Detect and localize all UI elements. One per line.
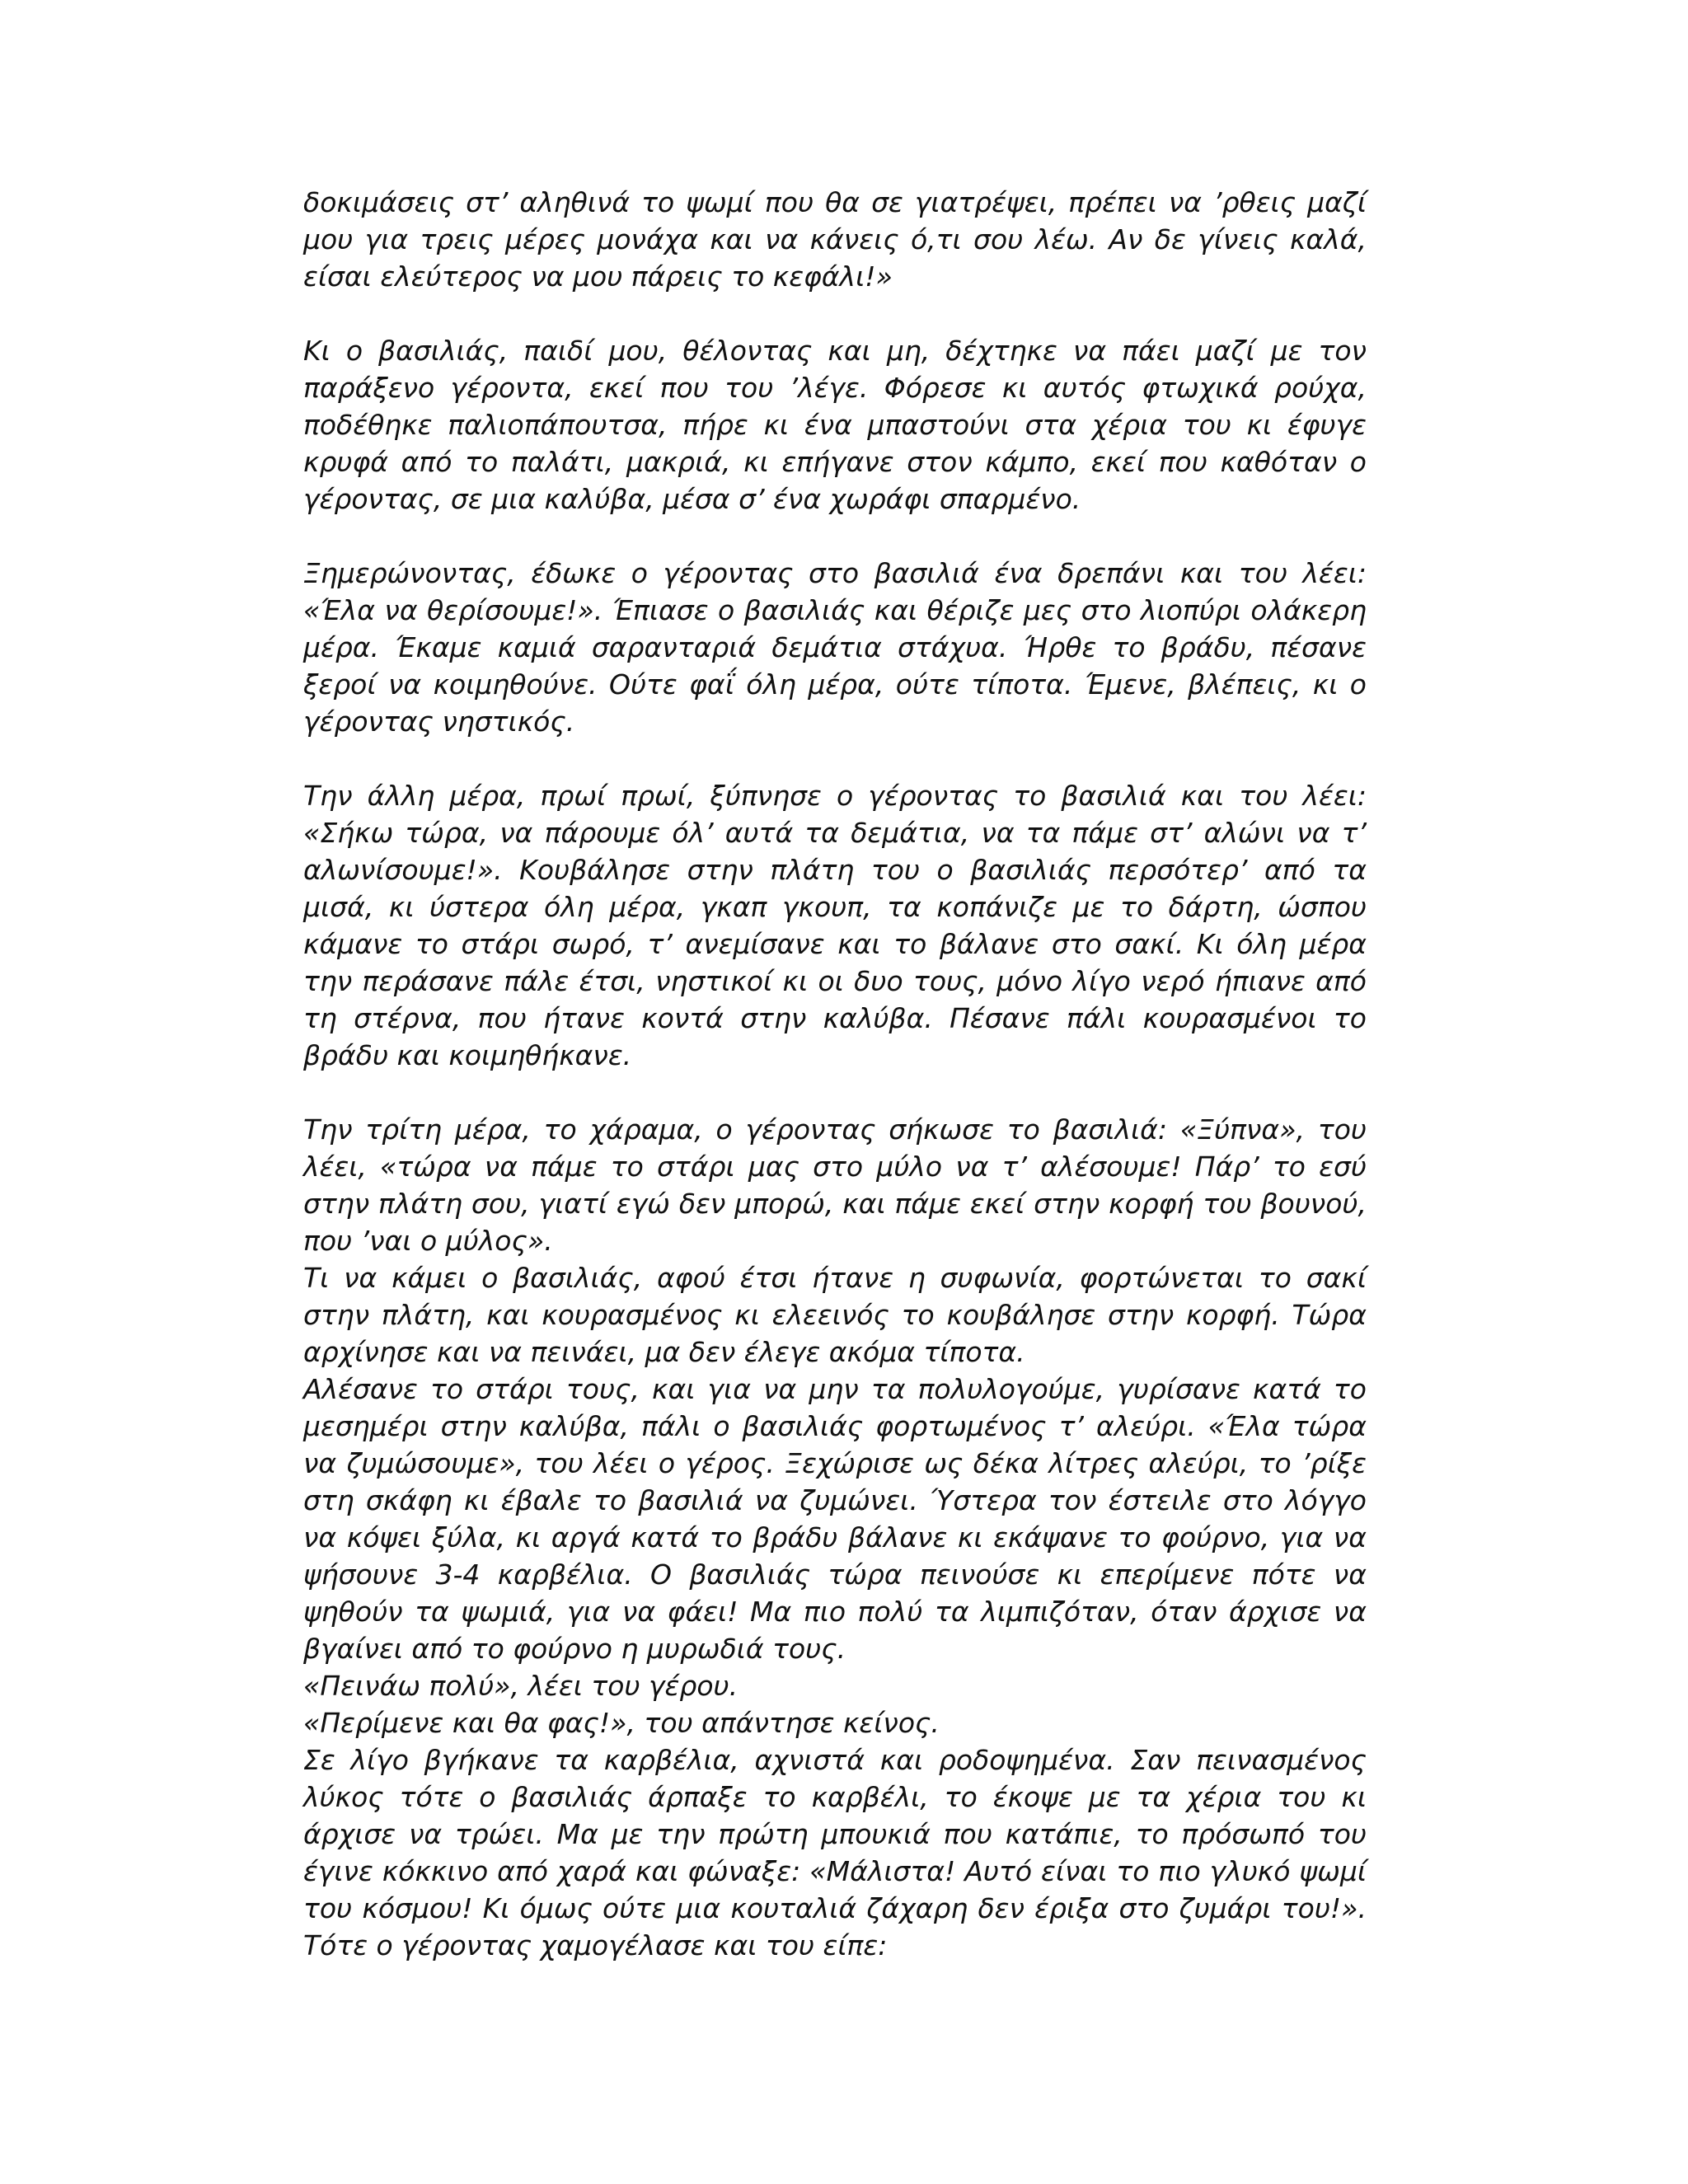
paragraph-2: Κι ο βασιλιάς, παιδί μου, θέλοντας και μη, δέχτηκε να πάει μαζί με τον παράξενο γέροντα, εκεί που του ’λέγε. Φόρεσε κι αυτός φτωχικά ρούχα, ποδέθηκε παλιοπάπουτσα, πήρε κι ένα μπαστούνι στα χέρια του κι έφυγε κρυφά από το παλάτι, μακριά, κι επήγανε στον κάμπο, εκεί που καθόταν ο γέροντας, σε μια καλύβα, μέσα σ’ ένα χωράφι σπαρμένο. [303, 335, 1367, 515]
paragraph-8: «Πεινάω πολύ», λέει του γέρου. [303, 1670, 738, 1702]
paragraph-6: Τι να κάμει ο βασιλιάς, αφού έτσι ήτανε η συφωνία, φορτώνεται το σακί στην πλάτη, και κουρασμένος κι ελεεινός το κουβάλησε στην κορφή. Τώρα αρχίνησε και να πεινάει, μα δεν έλεγε ακόμα τίποτα. [303, 1262, 1367, 1368]
paragraph-7: Αλέσανε το στάρι τους, και για να μην τα πολυλογούμε, γυρίσανε κατά το μεσημέρι στην καλύβα, πάλι ο βασιλιάς φορτωμένος τ’ αλεύρι. «Έλα τώρα να ζυμώσουμε», του λέει ο γέρος. Ξεχώρισε ως δέκα λίτρες αλεύρι, το ’ρίξε στη σκάφη κι έβαλε το βασιλιά να ζυμώνει. Ύστερα τον έστειλε στο λόγγο να κόψει ξύλα, κι αργά κατά το βράδυ βάλανε κι εκάψανε το φούρνο, για να ψήσουνε 3-4 καρβέλια. Ο βασιλιάς τώρα πεινούσε κι επερίμενε πότε να ψηθούν τα ψωμιά, για να φάει! Μα πιο πολύ τα λιμπιζόταν, όταν άρχισε να βγαίνει από το φούρνο η μυρωδιά τους. [303, 1373, 1367, 1665]
paragraph-10: Σε λίγο βγήκανε τα καρβέλια, αχνιστά και ροδοψημένα. Σαν πεινασμένος λύκος τότε ο βασιλιάς άρπαξε το καρβέλι, το έκοψε με τα χέρια του κι άρχισε να τρώει. Μα με την πρώτη μπουκιά που κατάπιε, το πρόσωπό του έγινε κόκκινο από χαρά και φώναξε: «Μάλιστα! Αυτό είναι το πιο γλυκό ψωμί του κόσμου! Κι όμως ούτε μια κουταλιά ζάχαρη δεν έριξα στο ζυμάρι του!». Τότε ο γέροντας χαμογέλασε και του είπε: [303, 1744, 1367, 1961]
document-page [303, 184, 1367, 1964]
paragraph-9: «Περίμενε και θα φας!», του απάντησε κείνος. [303, 1707, 940, 1739]
paragraph-3: Ξημερώνοντας, έδωκε ο γέροντας στο βασιλιά ένα δρεπάνι και του λέει: «Έλα να θερίσουμε!». Έπιασε ο βασιλιάς και θέριζε μες στο λιοπύρι ολάκερη μέρα. Έκαμε καμιά σαρανταριά δεμάτια στάχυα. Ήρθε το βράδυ, πέσανε ξεροί να κοιμηθούνε. Ούτε φαΐ όλη μέρα, ούτε τίποτα. Έμενε, βλέπεις, κι ο γέροντας νηστικός. [303, 557, 1367, 738]
paragraph-1: δοκιμάσεις στ’ αληθινά το ψωμί που θα σε γιατρέψει, πρέπει να ’ρθεις μαζί μου για τρεις μέρες μονάχα και να κάνεις ό,τι σου λέω. Αν δε γίνεις καλά, είσαι ελεύτερος να μου πάρεις το κεφάλι!» [303, 186, 1367, 293]
paragraph-4: Την άλλη μέρα, πρωί πρωί, ξύπνησε ο γέροντας το βασιλιά και του λέει: «Σήκω τώρα, να πάρουμε όλ’ αυτά τα δεμάτια, να τα πάμε στ’ αλώνι να τ’ αλωνίσουμε!». Κουβάλησε στην πλάτη του ο βασιλιάς περσότερ’ από τα μισά, κι ύστερα όλη μέρα, γκαπ γκουπ, τα κοπάνιζε με το δάρτη, ώσπου κάμανε το στάρι σωρό, τ’ ανεμίσανε και το βάλανε στο σακί. Κι όλη μέρα την περάσανε πάλε έτσι, νηστικοί κι οι δυο τους, μόνο λίγο νερό ήπιανε από τη στέρνα, που ήτανε κοντά στην καλύβα. Πέσανε πάλι κουρασμένοι το βράδυ και κοιμηθήκανε. [303, 780, 1367, 1071]
paragraph-5: Την τρίτη μέρα, το χάραμα, ο γέροντας σήκωσε το βασιλιά: «Ξύπνα», του λέει, «τώρα να πάμε το στάρι μας στο μύλο να τ’ αλέσουμε! Πάρ’ το εσύ στην πλάτη σου, γιατί εγώ δεν μπορώ, και πάμε εκεί στην κορφή του βουνού, που ’ναι ο μύλος». [303, 1113, 1367, 1257]
